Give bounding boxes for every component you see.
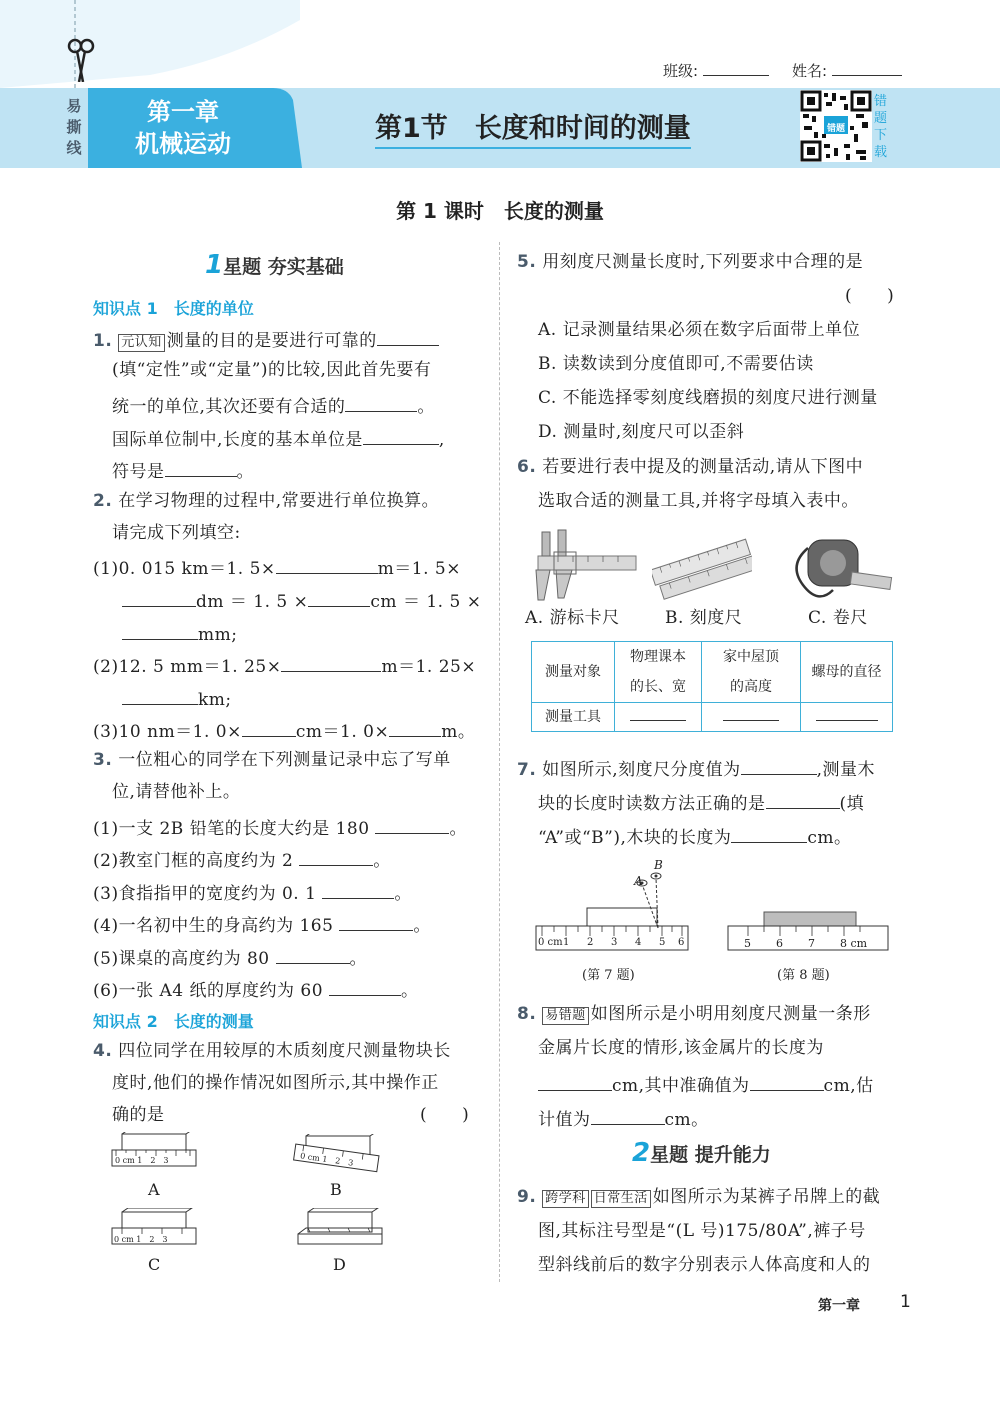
q8-blank1[interactable] [538,1072,612,1091]
q2-part3-line1: (3)10 nm＝1. 0× cm＝1. 0× m。 [93,718,475,742]
q8-line4: 计值为 cm。 [538,1106,709,1130]
fig7-tick-3: 3 [611,937,618,948]
q5-line1: 5. 用刻度尺测量长度时,下列要求中合理的是 [517,252,864,272]
qr-code[interactable] [800,90,872,162]
lesson-title: 第 1 课时 长度的测量 [396,199,604,223]
q2-blank8[interactable] [389,718,441,737]
q1-blank4[interactable] [165,458,237,477]
part1-heading: 1星题 夯实基础 [205,250,344,280]
figure-7 [532,856,692,956]
fig8-tick-1: 6 [776,937,783,950]
q1-blank2[interactable] [345,393,417,412]
table-row [532,642,893,703]
fig7-eye-b-label: B [654,858,663,872]
q3-blank3[interactable] [322,880,394,899]
q3-line2: 位,请替他补上。 [112,782,241,802]
q7-blank2[interactable] [766,790,840,809]
knowledge-point-2: 知识点 2 长度的测量 [93,1012,254,1031]
page-corner-decoration [0,0,300,90]
knowledge-point-1: 知识点 1 长度的单位 [93,299,254,318]
q4-label-c[interactable]: C [148,1255,161,1274]
fig8-caption: (第 8 题) [777,968,830,983]
q5-option-b[interactable]: B. 读数读到分度值即可,不需要估读 [538,354,814,374]
q4-line2: 度时,他们的操作情况如图所示,其中操作正 [112,1073,439,1093]
qr-label: 错题 [826,124,845,134]
name-label: 姓名: [792,62,828,80]
q4-label-b[interactable]: B [330,1180,342,1199]
class-blank[interactable] [703,57,769,76]
fig7-caption: (第 7 题) [582,968,635,983]
q7-line3: “A”或“B”),木块的长度为 cm。 [538,824,852,848]
tear-line-label: 易 撕 线 [66,97,82,157]
q2-blank7[interactable] [242,718,296,737]
q2-line1: 2. 在学习物理的过程中,常要进行单位换算。 [93,491,440,511]
daily-life-tag: 日常生活 [591,1190,651,1208]
q2-part2-line2: km; [122,686,232,710]
chapter-block [88,88,303,168]
q6-line1: 6. 若要进行表中提及的测量活动,请从下图中 [517,457,864,477]
q1-line1: 1. 元认知 测量的目的是要进行可靠的 [93,327,439,352]
q1-line3: 统一的单位,其次还要有合适的 。 [112,393,435,417]
q4-label-d[interactable]: D [333,1255,346,1274]
fig8-tick-2: 7 [808,937,815,950]
fig8-tick-0: 5 [744,937,751,950]
chapter-number: 第一章 [147,98,219,126]
q8-line1: 8. 易错题 如图所示是小明用刻度尺测量一条形 [517,1004,871,1024]
q1-line5: 符号是 。 [112,458,254,482]
fig8-tick-3: 8 cm [840,937,868,950]
q3-item1: (1)一支 2B 铅笔的长度大约是 180 。 [93,815,467,839]
q4-line3: 确的是 [112,1105,165,1125]
q1-line4: 国际单位制中,长度的基本单位是 , [112,426,445,450]
table-row [532,703,893,732]
q5-option-d[interactable]: D. 测量时,刻度尺可以歪斜 [538,422,745,442]
section-title: 第1节 长度和时间的测量 [375,106,691,149]
fig7-tick-1: 1 [563,937,570,948]
q5-option-a[interactable]: A. 记录测量结果必须在数字后面带上单位 [538,320,861,340]
q9-line3: 型斜线前后的数字分别表示人体高度和人的 [538,1255,871,1275]
q8-line3: cm,其中准确值为 cm,估 [538,1072,874,1096]
q3-blank2[interactable] [299,847,373,866]
tool-label-c: C. 卷尺 [808,608,868,628]
q4-answer-paren[interactable]: ( ) [420,1105,470,1125]
column-divider [499,242,500,1282]
cell-tool-2[interactable] [702,703,801,732]
q1-blank3[interactable] [363,426,439,445]
q2-blank3[interactable] [308,588,370,607]
q7-blank3[interactable] [731,824,807,843]
scissors-icon [66,38,96,86]
cell-tool-3[interactable] [801,703,893,732]
q3-item4: (4)一名初中生的身高约为 165 。 [93,912,431,936]
q5-option-c[interactable]: C. 不能选择零刻度线磨损的刻度尺进行测量 [538,388,878,408]
name-field[interactable] [792,57,902,81]
q3-item2: (2)教室门框的高度约为 2 。 [93,847,391,871]
metacognition-tag: 元认知 [118,334,165,352]
q8-blank3[interactable] [591,1106,665,1125]
q4-figure-a [110,1132,200,1176]
q3-line1: 3. 一位粗心的同学在下列测量记录中忘了写单 [93,750,451,770]
cross-discipline-tag: 跨学科 [542,1190,589,1208]
tool-label-b: B. 刻度尺 [665,608,743,628]
chapter-name: 机械运动 [135,130,231,158]
figure-8 [722,902,892,958]
q3-item3: (3)食指指甲的宽度约为 0. 1 。 [93,880,412,904]
fig7-tick-4: 4 [635,937,642,948]
q1-line2: (填“定性”或“定量”)的比较,因此首先要有 [112,360,432,380]
q8-blank2[interactable] [750,1072,824,1091]
q4-ruler-text-a: 0 cm 1 2 3 [115,1156,169,1165]
class-field[interactable] [663,57,769,81]
page-number: 1 [900,1292,911,1312]
cell-object-3: 螺母的直径 [801,642,893,703]
q2-blank5[interactable] [281,653,381,672]
fig7-tick-6: 6 [678,937,685,948]
q3-item6: (6)一张 A4 纸的厚度约为 60 。 [93,977,418,1001]
q6-line2: 选取合适的测量工具,并将字母填入表中。 [538,491,859,511]
fig7-eye-a-label: A [634,874,643,888]
q3-blank1[interactable] [375,815,449,834]
class-label: 班级: [663,62,699,80]
q4-ruler-text-c: 0 cm 1 2 3 [114,1235,168,1244]
q4-figure-d [296,1208,386,1252]
part2-heading: 2星题 提升能力 [632,1138,771,1168]
row-head-tool: 测量工具 [532,703,615,732]
cell-tool-1[interactable] [615,703,702,732]
q9-line2: 图,其标注号型是“(L 号)175/80A”,裤子号 [538,1221,866,1241]
q4-label-a[interactable]: A [148,1180,160,1199]
error-prone-tag: 易错题 [542,1007,589,1025]
q5-answer-paren[interactable]: ( ) [845,286,895,306]
q1-blank1[interactable] [377,327,439,346]
cell-object-2: 家中屋顶 的高度 [702,642,801,703]
q3-item5: (5)课桌的高度约为 80 。 [93,945,367,969]
q7-line1: 7. 如图所示,刻度尺分度值为 ,测量木 [517,756,875,780]
q7-line2: 块的长度时读数方法正确的是 (填 [538,790,864,814]
q2-part1-line2: dm ＝ 1. 5 × cm ＝ 1. 5 × [122,588,481,612]
q2-blank4[interactable] [122,621,198,640]
q8-line2: 金属片长度的情形,该金属片的长度为 [538,1038,824,1058]
q2-part1-line3: mm; [122,621,237,645]
tape-measure-image [778,530,898,614]
name-blank[interactable] [832,57,902,76]
q7-blank1[interactable] [741,756,817,775]
q2-part2-line1: (2)12. 5 mm＝1. 25× m＝1. 25× [93,653,476,677]
qr-caption: 错 题 下 载 [874,94,888,160]
vernier-caliper-image [528,526,638,610]
q2-blank6[interactable] [122,686,198,705]
q3-blank4[interactable] [339,912,413,931]
q2-line2: 请完成下列填空: [112,523,241,543]
q6-table [531,641,893,732]
fig7-tick-0: 0 cm [538,937,563,948]
q2-blank1[interactable] [276,555,378,574]
tool-label-a: A. 游标卡尺 [525,608,620,628]
steel-ruler-image [652,532,752,606]
row-head-object: 测量对象 [532,642,615,703]
q4-line1: 4. 四位同学在用较厚的木质刻度尺测量物块长 [93,1041,451,1061]
footer-chapter: 第一章 [818,1298,860,1314]
q2-part1-line1: (1)0. 015 km＝1. 5× m＝1. 5× [93,555,461,579]
cell-object-1: 物理课本 的长、宽 [615,642,702,703]
q4-figure-b [292,1134,382,1178]
q4-ruler-text-b: 0 cm 1 2 3 [299,1151,354,1168]
fig7-tick-5: 5 [659,937,666,948]
q3-blank6[interactable] [329,977,401,996]
q2-blank2[interactable] [122,588,196,607]
q4-figure-c [110,1208,200,1252]
q3-blank5[interactable] [276,945,350,964]
q9-line1: 9. 跨学科 日常生活 如图所示为某裤子吊牌上的截 [517,1187,881,1207]
fig7-tick-2: 2 [587,937,594,948]
